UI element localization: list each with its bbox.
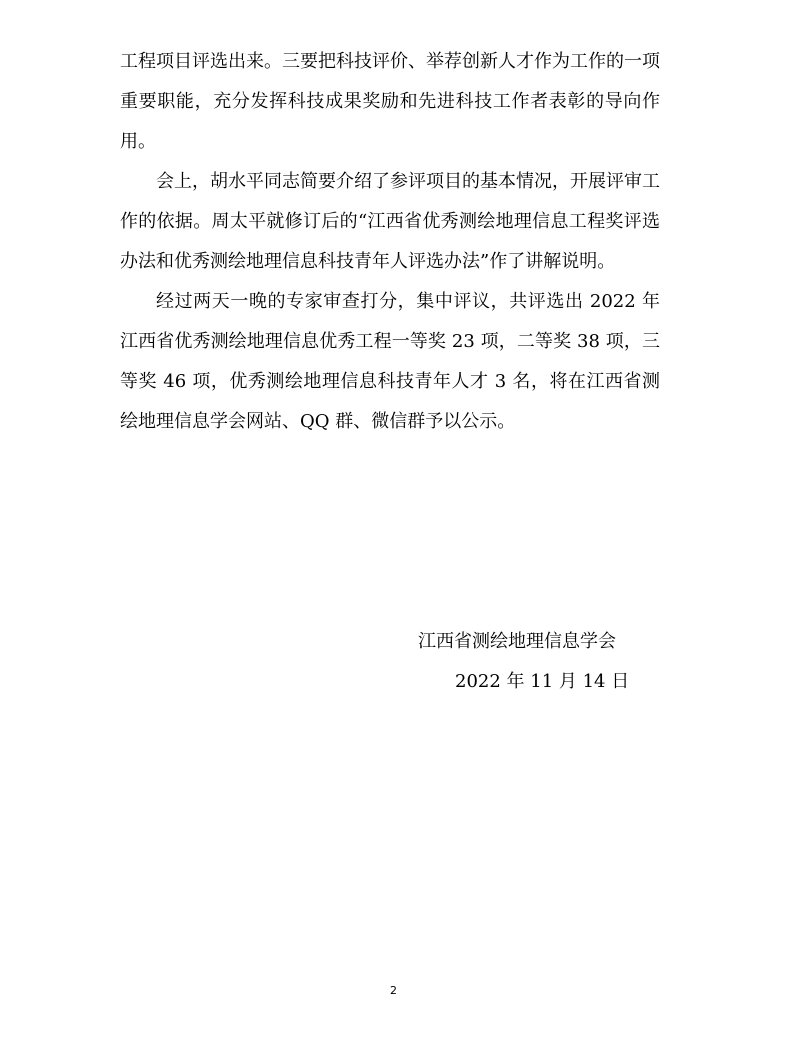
paragraph-continuation: 工程项目评选出来。三要把科技评价、举荐创新人才作为工作的一项重要职能，充分发挥科技成果奖励和先进科技工作者表彰的导向作用。	[120, 51, 660, 152]
paragraph-results: 经过两天一晚的专家审查打分，集中评议，共评选出 2022 年江西省优秀测绘地理信息优秀工程一等奖 23 项，二等奖 38 项，三等奖 46 项，优秀测绘地理信息科技青年人才 3 名，将在江西省测绘地理信息学会网站、QQ 群、微信群予以公示。	[120, 291, 660, 432]
signature-block	[418, 622, 678, 702]
signature-date: 2022 年 11 月 14 日	[455, 671, 630, 692]
signature-organization: 江西省测绘地理信息学会	[418, 631, 616, 652]
paragraph-meeting-intro: 会上，胡水平同志简要介绍了参评项目的基本情况，开展评审工作的依据。周太平就修订后的“江西省优秀测绘地理信息工程奖评选办法和优秀测绘地理信息科技青年人评选办法”作了讲解说明。	[120, 171, 660, 272]
page-number: 2	[390, 984, 397, 997]
document-body	[120, 42, 660, 442]
